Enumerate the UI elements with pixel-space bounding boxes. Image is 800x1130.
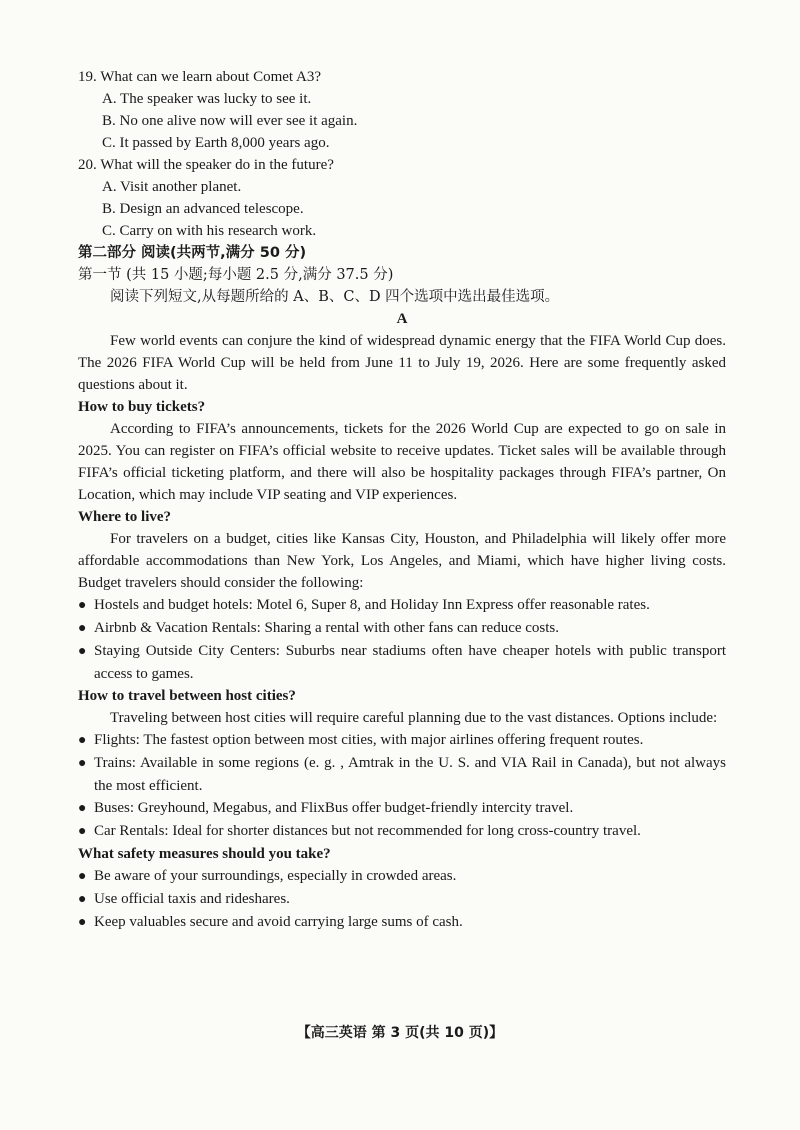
paragraph-travel: Traveling between host cities will require careful planning due to the vast distances. Options include: <box>110 710 718 726</box>
question-20-option-c: C. Carry on with his research work. <box>102 223 317 239</box>
exam-page <box>78 66 726 934</box>
bullet-icon: ● <box>78 915 87 930</box>
paragraph-tickets: According to FIFA’s announcements, tickets for the 2026 World Cup are expected to go on sale in 2025. You can register on FIFA’s official website to receive updates. Ticket sales will be available through FIFA’s official ticketing platform, and there will also be hospitality packages through FIFA’s partner, On Location, which may include VIP seating and VIP experiences. <box>78 421 726 503</box>
bullet-icon: ● <box>78 824 87 839</box>
bullet-icon: ● <box>78 801 87 816</box>
passage-intro: Few world events can conjure the kind of widespread dynamic energy that the FIFA World Cup does. The 2026 FIFA World Cup will be held from June 11 to July 19, 2026. Here are some frequently asked questions about it. <box>78 333 726 393</box>
list-item: ● Use official taxis and rideshares. <box>78 888 726 911</box>
bullet-icon: ● <box>78 733 87 748</box>
page-footer: 【高三英语 第 3 页(共 10 页)】 <box>296 1025 504 1041</box>
bullet-icon: ● <box>78 621 87 636</box>
reading-instruction: 阅读下列短文,从每题所给的 A、B、C、D 四个选项中选出最佳选项。 <box>110 289 560 305</box>
heading-safety: What safety measures should you take? <box>78 846 331 862</box>
passage-label: A <box>396 311 408 327</box>
list-item: ● Keep valuables secure and avoid carrying large sums of cash. <box>78 911 726 934</box>
question-20-option-b: B. Design an advanced telescope. <box>102 201 304 217</box>
question-19-option-c: C. It passed by Earth 8,000 years ago. <box>102 135 330 151</box>
list-item: ● Trains: Available in some regions (e. g. , Amtrak in the U. S. and VIA Rail in Canada), but not always the most efficient. <box>78 755 726 794</box>
list-item: ● Buses: Greyhound, Megabus, and FlixBus offer budget-friendly intercity travel. <box>78 797 726 820</box>
bullet-icon: ● <box>78 644 87 659</box>
part-two-title: 第二部分 阅读(共两节,满分 50 分) <box>78 245 307 261</box>
question-20-stem: 20. What will the speaker do in the future? <box>78 157 334 173</box>
bullet-icon: ● <box>78 869 87 884</box>
question-20-option-a: A. Visit another planet. <box>102 179 242 195</box>
bullet-icon: ● <box>78 756 87 771</box>
list-item: ● Be aware of your surroundings, especially in crowded areas. <box>78 865 726 888</box>
bullet-icon: ● <box>78 892 87 907</box>
list-item: ● Airbnb & Vacation Rentals: Sharing a rental with other fans can reduce costs. <box>78 617 726 640</box>
list-item: ● Staying Outside City Centers: Suburbs near stadiums often have cheaper hotels with public transport access to games. <box>78 643 726 682</box>
paragraph-live: For travelers on a budget, cities like Kansas City, Houston, and Philadelphia will likely offer more affordable accommodations than New York, Los Angeles, and Miami, which have higher living costs. Budget travelers should consider the following: <box>78 531 726 591</box>
heading-live: Where to live? <box>78 509 172 525</box>
bullet-icon: ● <box>78 598 87 613</box>
list-item: ● Hostels and budget hotels: Motel 6, Super 8, and Holiday Inn Express offer reasonable rates. <box>78 594 726 617</box>
list-item: ● Car Rentals: Ideal for shorter distances but not recommended for long cross-country travel. <box>78 820 726 843</box>
question-19-stem: 19. What can we learn about Comet A3? <box>78 69 321 85</box>
section-one-title: 第一节 (共 15 小题;每小题 2.5 分,满分 37.5 分) <box>78 267 394 283</box>
list-item: ● Flights: The fastest option between most cities, with major airlines offering frequent routes. <box>78 729 726 752</box>
question-19-option-b: B. No one alive now will ever see it again. <box>102 113 358 129</box>
heading-travel: How to travel between host cities? <box>78 688 296 704</box>
heading-tickets: How to buy tickets? <box>78 399 206 415</box>
question-19-option-a: A. The speaker was lucky to see it. <box>102 91 312 107</box>
